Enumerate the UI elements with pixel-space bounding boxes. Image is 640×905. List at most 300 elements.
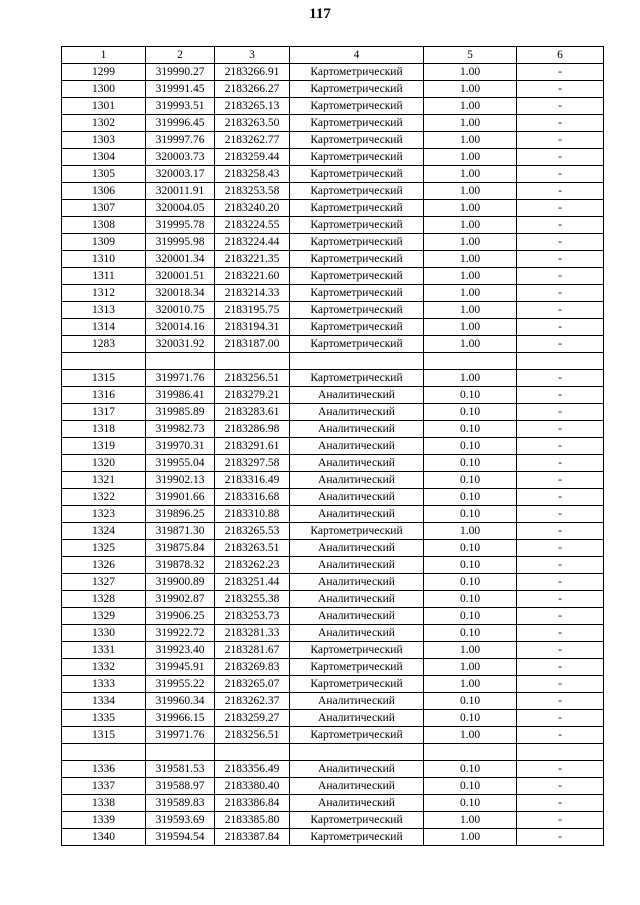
table-row xyxy=(62,523,604,540)
table-cell: 2183386.84 xyxy=(215,795,290,812)
table-cell: - xyxy=(517,319,604,336)
table-cell: 1299 xyxy=(62,64,146,81)
table-cell: Аналитический xyxy=(290,387,424,404)
table-cell: Картометрический xyxy=(290,81,424,98)
table-cell: 2183224.44 xyxy=(215,234,290,251)
table-cell: - xyxy=(517,98,604,115)
table-cell: 1318 xyxy=(62,421,146,438)
table-row xyxy=(62,472,604,489)
table-cell: 0.10 xyxy=(424,608,517,625)
table-cell: - xyxy=(517,166,604,183)
table-cell: Картометрический xyxy=(290,642,424,659)
table-row xyxy=(62,540,604,557)
table-cell: 2183259.44 xyxy=(215,149,290,166)
table-cell: 319875.84 xyxy=(146,540,215,557)
table-cell: 2183256.51 xyxy=(215,727,290,744)
column-header-3: 3 xyxy=(215,47,290,64)
table-cell: 1310 xyxy=(62,251,146,268)
table-cell xyxy=(290,744,424,761)
table-cell: - xyxy=(517,200,604,217)
table-cell: - xyxy=(517,404,604,421)
table-cell: 319945.91 xyxy=(146,659,215,676)
table-cell: Аналитический xyxy=(290,625,424,642)
table-cell: - xyxy=(517,591,604,608)
table-cell: 1324 xyxy=(62,523,146,540)
table-cell: 1316 xyxy=(62,387,146,404)
table-cell: 2183281.67 xyxy=(215,642,290,659)
table-cell: - xyxy=(517,132,604,149)
table-cell: - xyxy=(517,421,604,438)
table-cell: 1308 xyxy=(62,217,146,234)
table-cell: 1339 xyxy=(62,812,146,829)
table-cell: 2183269.83 xyxy=(215,659,290,676)
table-row xyxy=(62,98,604,115)
table-row xyxy=(62,659,604,676)
table-cell: 0.10 xyxy=(424,710,517,727)
table-cell: Аналитический xyxy=(290,472,424,489)
table-row xyxy=(62,387,604,404)
table-cell: 1333 xyxy=(62,676,146,693)
table-cell: 1328 xyxy=(62,591,146,608)
table-cell: 2183265.53 xyxy=(215,523,290,540)
table-row xyxy=(62,693,604,710)
table-cell: 319593.69 xyxy=(146,812,215,829)
table-row xyxy=(62,234,604,251)
table-cell: 1322 xyxy=(62,489,146,506)
table-cell: 1.00 xyxy=(424,81,517,98)
table-cell: - xyxy=(517,761,604,778)
table-cell: 319997.76 xyxy=(146,132,215,149)
table-cell: 1309 xyxy=(62,234,146,251)
table-row xyxy=(62,200,604,217)
table-cell: 0.10 xyxy=(424,778,517,795)
table-row xyxy=(62,795,604,812)
table-cell: 2183253.73 xyxy=(215,608,290,625)
table-cell: Картометрический xyxy=(290,268,424,285)
table-cell: 0.10 xyxy=(424,387,517,404)
table-cell: 319991.45 xyxy=(146,81,215,98)
table-row xyxy=(62,727,604,744)
table-cell: 1.00 xyxy=(424,659,517,676)
table-row xyxy=(62,115,604,132)
table-cell: 1.00 xyxy=(424,115,517,132)
table-row xyxy=(62,761,604,778)
table-cell: 320003.73 xyxy=(146,149,215,166)
table-cell: Аналитический xyxy=(290,455,424,472)
table-cell: 319986.41 xyxy=(146,387,215,404)
table-cell: 2183385.80 xyxy=(215,812,290,829)
table-cell: 0.10 xyxy=(424,795,517,812)
table-cell: 319871.30 xyxy=(146,523,215,540)
table-row xyxy=(62,149,604,166)
table-cell: 1327 xyxy=(62,574,146,591)
table-cell: 1335 xyxy=(62,710,146,727)
table-cell: 320011.91 xyxy=(146,183,215,200)
table-cell: 1320 xyxy=(62,455,146,472)
table-cell: 0.10 xyxy=(424,625,517,642)
table-cell: 1311 xyxy=(62,268,146,285)
table-cell: - xyxy=(517,642,604,659)
table-cell: Картометрический xyxy=(290,302,424,319)
table-cell: Аналитический xyxy=(290,421,424,438)
table-cell: 2183263.51 xyxy=(215,540,290,557)
table-row xyxy=(62,166,604,183)
table-cell: 319982.73 xyxy=(146,421,215,438)
table-cell: Картометрический xyxy=(290,812,424,829)
table-cell: - xyxy=(517,64,604,81)
table-cell: 1305 xyxy=(62,166,146,183)
table-cell: - xyxy=(517,251,604,268)
table-cell: - xyxy=(517,829,604,846)
table-cell xyxy=(215,353,290,370)
table-row xyxy=(62,336,604,353)
table-cell: 319995.78 xyxy=(146,217,215,234)
table-cell: 2183265.07 xyxy=(215,676,290,693)
table-cell: 319589.83 xyxy=(146,795,215,812)
table-cell: 1317 xyxy=(62,404,146,421)
table-row xyxy=(62,438,604,455)
table-cell: Аналитический xyxy=(290,778,424,795)
table-cell: Картометрический xyxy=(290,523,424,540)
table-cell: 0.10 xyxy=(424,421,517,438)
table-cell: 2183310.88 xyxy=(215,506,290,523)
table-cell: Аналитический xyxy=(290,506,424,523)
table-cell: 319878.32 xyxy=(146,557,215,574)
table-cell: - xyxy=(517,81,604,98)
column-header-6: 6 xyxy=(517,47,604,64)
table-cell: - xyxy=(517,217,604,234)
table-row xyxy=(62,829,604,846)
table-cell: Картометрический xyxy=(290,285,424,302)
table-cell: 319995.98 xyxy=(146,234,215,251)
table-cell: Аналитический xyxy=(290,591,424,608)
table-row xyxy=(62,217,604,234)
table-cell: 319923.40 xyxy=(146,642,215,659)
table-cell: Аналитический xyxy=(290,404,424,421)
table-row xyxy=(62,302,604,319)
table-cell: 2183297.58 xyxy=(215,455,290,472)
table-row xyxy=(62,251,604,268)
table-cell: 2183256.51 xyxy=(215,370,290,387)
table-row xyxy=(62,421,604,438)
table-cell: 319993.51 xyxy=(146,98,215,115)
table-cell: 319588.97 xyxy=(146,778,215,795)
table-cell: 0.10 xyxy=(424,557,517,574)
table-cell: 0.10 xyxy=(424,438,517,455)
table-cell: Картометрический xyxy=(290,166,424,183)
table-cell: 2183380.40 xyxy=(215,778,290,795)
table-cell: - xyxy=(517,115,604,132)
table-cell: - xyxy=(517,693,604,710)
table-cell: - xyxy=(517,778,604,795)
table-cell xyxy=(62,744,146,761)
table-cell: 0.10 xyxy=(424,489,517,506)
table-cell: 319971.76 xyxy=(146,727,215,744)
table-cell: 1.00 xyxy=(424,523,517,540)
table-cell: - xyxy=(517,387,604,404)
table-cell: Картометрический xyxy=(290,234,424,251)
table-cell: 1329 xyxy=(62,608,146,625)
table-cell: - xyxy=(517,183,604,200)
table-cell xyxy=(517,353,604,370)
table-row xyxy=(62,81,604,98)
table-cell: 319922.72 xyxy=(146,625,215,642)
table-cell: - xyxy=(517,659,604,676)
table-cell: 0.10 xyxy=(424,455,517,472)
table-cell: 1336 xyxy=(62,761,146,778)
table-cell: 1.00 xyxy=(424,166,517,183)
table-cell: 319971.76 xyxy=(146,370,215,387)
table-cell: 1.00 xyxy=(424,642,517,659)
table-cell: Картометрический xyxy=(290,183,424,200)
table-cell: 1283 xyxy=(62,336,146,353)
table-cell: 0.10 xyxy=(424,404,517,421)
table-cell: 320018.34 xyxy=(146,285,215,302)
table-cell: 2183281.33 xyxy=(215,625,290,642)
table-cell: - xyxy=(517,455,604,472)
table-cell: 1307 xyxy=(62,200,146,217)
table-cell: 2183279.21 xyxy=(215,387,290,404)
table-cell: 2183262.23 xyxy=(215,557,290,574)
table-cell: 1337 xyxy=(62,778,146,795)
table-cell: 1304 xyxy=(62,149,146,166)
table-cell: Картометрический xyxy=(290,217,424,234)
table-cell: 319985.89 xyxy=(146,404,215,421)
table-cell: Аналитический xyxy=(290,489,424,506)
table-cell: 1302 xyxy=(62,115,146,132)
table-cell: Картометрический xyxy=(290,727,424,744)
table-row xyxy=(62,642,604,659)
table-cell: Аналитический xyxy=(290,574,424,591)
table-cell: 319960.34 xyxy=(146,693,215,710)
table-cell: 319900.89 xyxy=(146,574,215,591)
column-header-1: 1 xyxy=(62,47,146,64)
table-cell: 1.00 xyxy=(424,829,517,846)
table-cell: 1314 xyxy=(62,319,146,336)
table-cell: 0.10 xyxy=(424,574,517,591)
table-cell xyxy=(62,353,146,370)
table-cell: 1.00 xyxy=(424,98,517,115)
table-row xyxy=(62,183,604,200)
table-cell: Картометрический xyxy=(290,64,424,81)
table-cell: Картометрический xyxy=(290,370,424,387)
table-cell: 1.00 xyxy=(424,727,517,744)
table-cell: - xyxy=(517,812,604,829)
table-cell: 1.00 xyxy=(424,183,517,200)
table-cell: - xyxy=(517,336,604,353)
table-cell: - xyxy=(517,523,604,540)
table-cell: 1332 xyxy=(62,659,146,676)
table-cell: 2183194.31 xyxy=(215,319,290,336)
table-cell: 1.00 xyxy=(424,64,517,81)
table-cell: 320031.92 xyxy=(146,336,215,353)
table-cell: 319996.45 xyxy=(146,115,215,132)
table-cell: 320010.75 xyxy=(146,302,215,319)
table-cell: 2183265.13 xyxy=(215,98,290,115)
table-cell: Аналитический xyxy=(290,540,424,557)
table-cell: 319902.87 xyxy=(146,591,215,608)
table-cell xyxy=(424,744,517,761)
table-cell: 319581.53 xyxy=(146,761,215,778)
table-cell: 1.00 xyxy=(424,234,517,251)
table-cell: 2183258.43 xyxy=(215,166,290,183)
table-row xyxy=(62,319,604,336)
table-row xyxy=(62,489,604,506)
table-cell: 2183263.50 xyxy=(215,115,290,132)
table-cell: 2183291.61 xyxy=(215,438,290,455)
table-row xyxy=(62,64,604,81)
table-row xyxy=(62,710,604,727)
table-cell: 1301 xyxy=(62,98,146,115)
table-cell: 0.10 xyxy=(424,693,517,710)
table-cell: Картометрический xyxy=(290,659,424,676)
table-cell: Картометрический xyxy=(290,676,424,693)
table-cell: Аналитический xyxy=(290,608,424,625)
table-row xyxy=(62,506,604,523)
table-cell: 1326 xyxy=(62,557,146,574)
table-cell: 2183356.49 xyxy=(215,761,290,778)
table-cell: 1306 xyxy=(62,183,146,200)
table-cell: 2183262.37 xyxy=(215,693,290,710)
table-row xyxy=(62,778,604,795)
table-cell: 320003.17 xyxy=(146,166,215,183)
table-row xyxy=(62,285,604,302)
table-cell: 2183221.60 xyxy=(215,268,290,285)
table-cell: 1300 xyxy=(62,81,146,98)
table-cell: 2183316.68 xyxy=(215,489,290,506)
table-row xyxy=(62,557,604,574)
table-cell: - xyxy=(517,574,604,591)
table-cell: Картометрический xyxy=(290,319,424,336)
table-cell: 1.00 xyxy=(424,149,517,166)
table-cell: - xyxy=(517,795,604,812)
table-cell: 1.00 xyxy=(424,132,517,149)
page-number: 117 xyxy=(309,6,331,22)
table-cell: Аналитический xyxy=(290,761,424,778)
table-cell: Картометрический xyxy=(290,251,424,268)
table-cell: 1321 xyxy=(62,472,146,489)
table-cell: 2183187.00 xyxy=(215,336,290,353)
table-cell: 320001.51 xyxy=(146,268,215,285)
table-cell: 0.10 xyxy=(424,591,517,608)
table-row xyxy=(62,404,604,421)
table-cell: Аналитический xyxy=(290,557,424,574)
table-cell xyxy=(290,353,424,370)
table-cell: 319966.15 xyxy=(146,710,215,727)
table-cell: 1.00 xyxy=(424,812,517,829)
table-cell: 320004.05 xyxy=(146,200,215,217)
table-cell: - xyxy=(517,302,604,319)
table-cell: Аналитический xyxy=(290,693,424,710)
table-cell: 319896.25 xyxy=(146,506,215,523)
table-cell: - xyxy=(517,557,604,574)
table-cell: 2183316.49 xyxy=(215,472,290,489)
table-cell: 2183266.91 xyxy=(215,64,290,81)
table-cell: 1323 xyxy=(62,506,146,523)
table-cell: 2183255.38 xyxy=(215,591,290,608)
table-cell: 1.00 xyxy=(424,251,517,268)
table-cell: Картометрический xyxy=(290,115,424,132)
table-cell: 1330 xyxy=(62,625,146,642)
table-cell: 1.00 xyxy=(424,217,517,234)
table-cell: - xyxy=(517,285,604,302)
table-cell: 2183262.77 xyxy=(215,132,290,149)
table-cell: 1315 xyxy=(62,727,146,744)
table-cell: 2183259.27 xyxy=(215,710,290,727)
table-cell: 2183266.27 xyxy=(215,81,290,98)
table-cell: 319990.27 xyxy=(146,64,215,81)
table-cell: 1313 xyxy=(62,302,146,319)
table-row xyxy=(62,268,604,285)
table-cell: Аналитический xyxy=(290,710,424,727)
table-cell: 2183251.44 xyxy=(215,574,290,591)
table-cell: - xyxy=(517,676,604,693)
table-cell: Картометрический xyxy=(290,149,424,166)
table-row xyxy=(62,608,604,625)
table-row xyxy=(62,812,604,829)
table-row xyxy=(62,591,604,608)
table-cell: 2183283.61 xyxy=(215,404,290,421)
table-cell: 1.00 xyxy=(424,285,517,302)
table-cell: Аналитический xyxy=(290,438,424,455)
table-cell: 1303 xyxy=(62,132,146,149)
table-cell: - xyxy=(517,489,604,506)
table-cell xyxy=(517,744,604,761)
table-cell: 2183195.75 xyxy=(215,302,290,319)
table-cell: 2183240.20 xyxy=(215,200,290,217)
table-cell: 1.00 xyxy=(424,676,517,693)
table-cell: 1.00 xyxy=(424,200,517,217)
table-cell: 319902.13 xyxy=(146,472,215,489)
table-cell: 1.00 xyxy=(424,370,517,387)
table-row xyxy=(62,574,604,591)
table-cell: Картометрический xyxy=(290,829,424,846)
table-cell: 2183286.98 xyxy=(215,421,290,438)
table-cell: - xyxy=(517,727,604,744)
table-cell: Картометрический xyxy=(290,98,424,115)
column-header-2: 2 xyxy=(146,47,215,64)
table-cell: 1.00 xyxy=(424,319,517,336)
table-cell: 0.10 xyxy=(424,761,517,778)
separator-row xyxy=(62,353,604,370)
table-cell: - xyxy=(517,234,604,251)
table-cell: 2183214.33 xyxy=(215,285,290,302)
table-cell: Картометрический xyxy=(290,132,424,149)
table-cell: Картометрический xyxy=(290,336,424,353)
table-cell: 1.00 xyxy=(424,336,517,353)
table-cell: - xyxy=(517,625,604,642)
table-cell: 2183221.35 xyxy=(215,251,290,268)
table-cell: 2183387.84 xyxy=(215,829,290,846)
table-cell: 319955.22 xyxy=(146,676,215,693)
coordinates-table xyxy=(61,46,604,846)
table-cell: - xyxy=(517,268,604,285)
table-cell: 1.00 xyxy=(424,302,517,319)
table-cell: 2183224.55 xyxy=(215,217,290,234)
table-cell: 319901.66 xyxy=(146,489,215,506)
table-cell: 0.10 xyxy=(424,506,517,523)
table-body xyxy=(62,64,604,846)
table-cell: 319970.31 xyxy=(146,438,215,455)
table-cell: 1334 xyxy=(62,693,146,710)
table-cell: - xyxy=(517,149,604,166)
table-cell: 319906.25 xyxy=(146,608,215,625)
table-cell: 0.10 xyxy=(424,472,517,489)
table-cell: - xyxy=(517,438,604,455)
table-cell: 1319 xyxy=(62,438,146,455)
table-cell: Картометрический xyxy=(290,200,424,217)
table-cell: - xyxy=(517,710,604,727)
